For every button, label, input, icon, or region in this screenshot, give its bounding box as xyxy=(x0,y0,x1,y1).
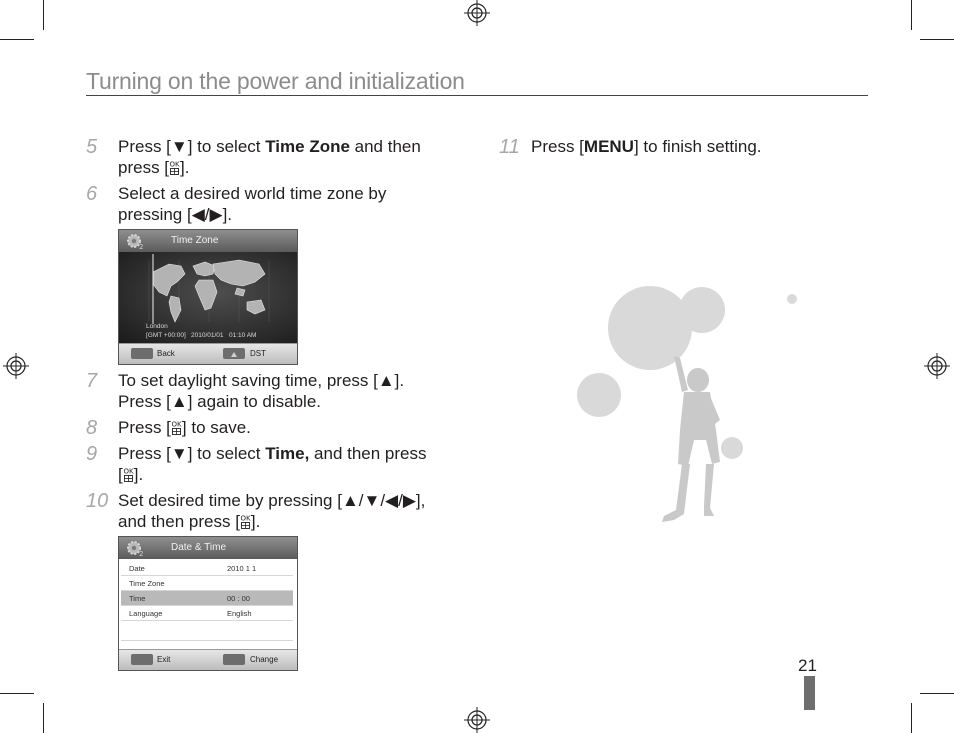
down-arrow-icon: ▼ xyxy=(170,137,188,156)
down-arrow-icon: ▼ xyxy=(170,444,188,463)
zone-date: 2010/01/01 xyxy=(191,332,224,339)
back-label: Back xyxy=(157,349,175,358)
up-arrow-icon: ▲ xyxy=(377,371,395,390)
step-number: 6 xyxy=(86,183,98,205)
step-number: 5 xyxy=(86,136,98,158)
crop-mark xyxy=(0,693,34,694)
screen-footer xyxy=(119,649,297,670)
settings-gear-icon xyxy=(125,232,145,250)
step-7-text: To set daylight saving time, press [▲]. Press [▲] again to disable. xyxy=(118,371,405,411)
menu-row-empty xyxy=(121,641,293,649)
step-number: 11 xyxy=(499,136,520,158)
menu-row-language: Language English xyxy=(121,606,293,621)
dst-label: DST xyxy=(250,349,266,358)
zone-offset: [GMT +00:00] xyxy=(146,332,186,339)
time-zone-screen xyxy=(118,229,298,365)
svg-text:OK: OK xyxy=(169,160,180,169)
settings-gear-icon xyxy=(125,539,145,557)
crop-mark xyxy=(920,39,954,40)
step-6-text: Select a desired world time zone by pressing [◀/▶]. xyxy=(118,184,387,224)
child-silhouette-illustration xyxy=(570,280,810,530)
screen-title: Time Zone xyxy=(171,235,219,246)
crop-mark xyxy=(0,39,34,40)
exit-label: Exit xyxy=(157,655,171,664)
crop-mark xyxy=(911,0,912,30)
step-9-text: Press [▼] to select Time, and then press [ OK ]. xyxy=(118,444,427,484)
screen-header xyxy=(119,230,297,252)
crop-mark xyxy=(43,703,44,733)
registration-mark-icon xyxy=(3,353,29,379)
change-key-icon xyxy=(223,654,245,665)
exit-key-icon xyxy=(131,654,153,665)
zone-city: London xyxy=(146,323,168,330)
back-key-icon xyxy=(131,348,153,359)
registration-mark-icon xyxy=(464,0,490,26)
ok-button-icon xyxy=(240,513,251,528)
page-title: Turning on the power and initialization xyxy=(86,68,465,94)
dst-key-icon xyxy=(223,348,245,359)
ok-button-icon xyxy=(171,419,182,434)
title-divider xyxy=(86,95,868,96)
menu-row-time-zone: Time Zone xyxy=(121,576,293,591)
step-number: 10 xyxy=(86,490,109,512)
step-number: 9 xyxy=(86,443,98,465)
svg-text:OK: OK xyxy=(123,467,134,476)
crop-mark xyxy=(911,703,912,733)
menu-row-time: Time 00 : 00 xyxy=(121,591,293,606)
menu-row-date: Date 2010 1 1 xyxy=(121,561,293,576)
crop-mark xyxy=(43,0,44,30)
step-number: 8 xyxy=(86,417,98,439)
direction-arrows-icon: ▲/▼/◀/▶ xyxy=(341,491,416,510)
registration-mark-icon xyxy=(924,353,950,379)
menu-row-empty xyxy=(121,621,293,641)
svg-text:2: 2 xyxy=(139,550,144,557)
screen-header xyxy=(119,537,297,559)
step-5-text: Press [▼] to select Time Zone and then press [ OK ]. xyxy=(118,137,421,177)
svg-text:2: 2 xyxy=(139,243,144,250)
crop-mark xyxy=(920,693,954,694)
step-number: 7 xyxy=(86,370,98,392)
svg-text:OK: OK xyxy=(240,514,251,523)
world-map-icon xyxy=(119,252,297,344)
left-right-arrow-icon: ◀/▶ xyxy=(191,205,223,224)
screen-footer xyxy=(119,343,297,364)
svg-text:OK: OK xyxy=(171,420,182,429)
page-tab-marker xyxy=(804,676,815,710)
page-number: 21 xyxy=(798,656,817,675)
registration-mark-icon xyxy=(464,707,490,733)
screen-title: Date & Time xyxy=(171,542,227,553)
step-8-text: Press [ OK ] to save. xyxy=(118,418,251,437)
zone-time: 01:10 AM xyxy=(229,332,257,339)
step-11-text: Press [MENU] to finish setting. xyxy=(531,137,762,156)
change-label: Change xyxy=(250,655,279,664)
world-map xyxy=(119,252,297,343)
ok-button-icon xyxy=(123,466,134,481)
date-time-screen xyxy=(118,536,298,671)
step-10-text: Set desired time by pressing [▲/▼/◀/▶], and then press [ OK ]. xyxy=(118,491,426,531)
up-arrow-icon: ▲ xyxy=(170,392,188,411)
ok-button-icon xyxy=(169,159,180,174)
settings-menu xyxy=(119,559,297,649)
